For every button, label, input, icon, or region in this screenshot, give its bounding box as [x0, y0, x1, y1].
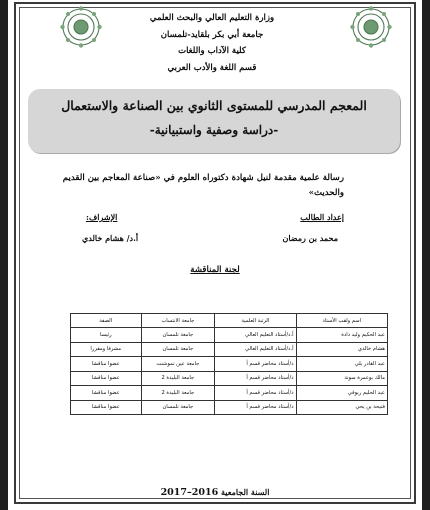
table-row: [71, 371, 388, 386]
thesis-subtitle: -دراسة وصفية واستبيانية-: [149, 123, 279, 137]
table-row: [71, 328, 388, 343]
table-row: [71, 342, 388, 357]
member-role: عضوا مناقشا: [71, 400, 142, 415]
supervision-label: الإشراف:: [86, 212, 118, 222]
table-header-row: [71, 314, 388, 328]
member-rank: د/أستاذ محاضر قسم أ: [215, 386, 296, 401]
prepared-by-label: إعداد الطالب: [300, 212, 344, 222]
committee-heading: لجنة المناقشة: [190, 265, 240, 275]
member-role: رئيسا: [71, 328, 142, 343]
member-rank: أ.د/أستاذ التعليم العالي: [215, 342, 296, 357]
faculty-name: كلية الآداب واللغات: [178, 46, 246, 56]
member-role: عضوا مناقشا: [71, 386, 142, 401]
thesis-description: رسالة علمية مقدمة لنيل شهادة دكتوراه العلوم في «صناعة المعاجم بين القديم والحديث»: [62, 173, 344, 198]
academic-year: [8, 487, 422, 498]
thesis-title-box: [28, 89, 400, 153]
page-border: [14, 2, 416, 504]
department-name: قسم اللغة والأدب العربي: [167, 62, 257, 73]
jury-table: [70, 313, 388, 415]
member-name: مالك بوعمرة سونة: [296, 371, 387, 386]
member-university: جامعة تلمسان: [141, 342, 215, 357]
university-emblem-icon: [350, 6, 392, 48]
member-rank: د/أستاذ محاضر قسم أ: [215, 357, 296, 372]
member-name: هشام خالدي: [296, 342, 387, 357]
institution-header: [92, 10, 332, 76]
academic-year-value: 2016–2017: [160, 487, 219, 498]
student-name: محمد بن رمضان: [282, 233, 338, 243]
supervisor-name: أ.د/ هشام خالدي: [82, 233, 139, 243]
table-row: [71, 357, 388, 372]
member-university: جامعة تلمسان: [141, 400, 215, 415]
member-rank: د/أستاذ محاضر قسم أ: [215, 371, 296, 386]
member-university: جامعة عين تموشنت: [141, 357, 215, 372]
document-page: [8, 0, 422, 510]
header-name: اسم ولقب الأستاذ: [296, 314, 387, 328]
member-role: مشرفا ومقررا: [71, 342, 142, 357]
vertical-scrollbar[interactable]: [422, 0, 430, 510]
university-name: جامعة أبي بكر بلقايد-تلمسان: [160, 29, 264, 40]
member-university: جامعة تلمسان: [141, 328, 215, 343]
member-name: عبد الحليم ريوقي: [296, 386, 387, 401]
member-university: جامعة البليدة 2: [141, 386, 215, 401]
member-role: عضوا مناقشا: [71, 371, 142, 386]
table-row: [71, 386, 388, 401]
member-rank: د/أستاذ محاضر قسم أ: [215, 400, 296, 415]
ministry-name: وزارة التعليم العالي والبحث العلمي: [149, 13, 275, 23]
thesis-title: المعجم المدرسي للمستوى الثانوي بين الصناعة والاستعمال: [61, 98, 367, 113]
academic-year-label: السنة الجامعية: [221, 487, 270, 497]
member-name: عبد الحكيم وليد دادة: [296, 328, 387, 343]
member-role: عضوا مناقشا: [71, 357, 142, 372]
header-university: جامعة الانتساب: [141, 314, 215, 328]
member-name: عبد القادر بلي: [296, 357, 387, 372]
member-rank: أ.د/أستاذ التعليم العالي: [215, 328, 296, 343]
header-rank: الرتبة العلمية: [215, 314, 296, 328]
member-name: فتيحة بن يحي: [296, 400, 387, 415]
member-university: جامعة البليدة 2: [141, 371, 215, 386]
header-role: الصفة: [71, 314, 142, 328]
table-row: [71, 400, 388, 415]
